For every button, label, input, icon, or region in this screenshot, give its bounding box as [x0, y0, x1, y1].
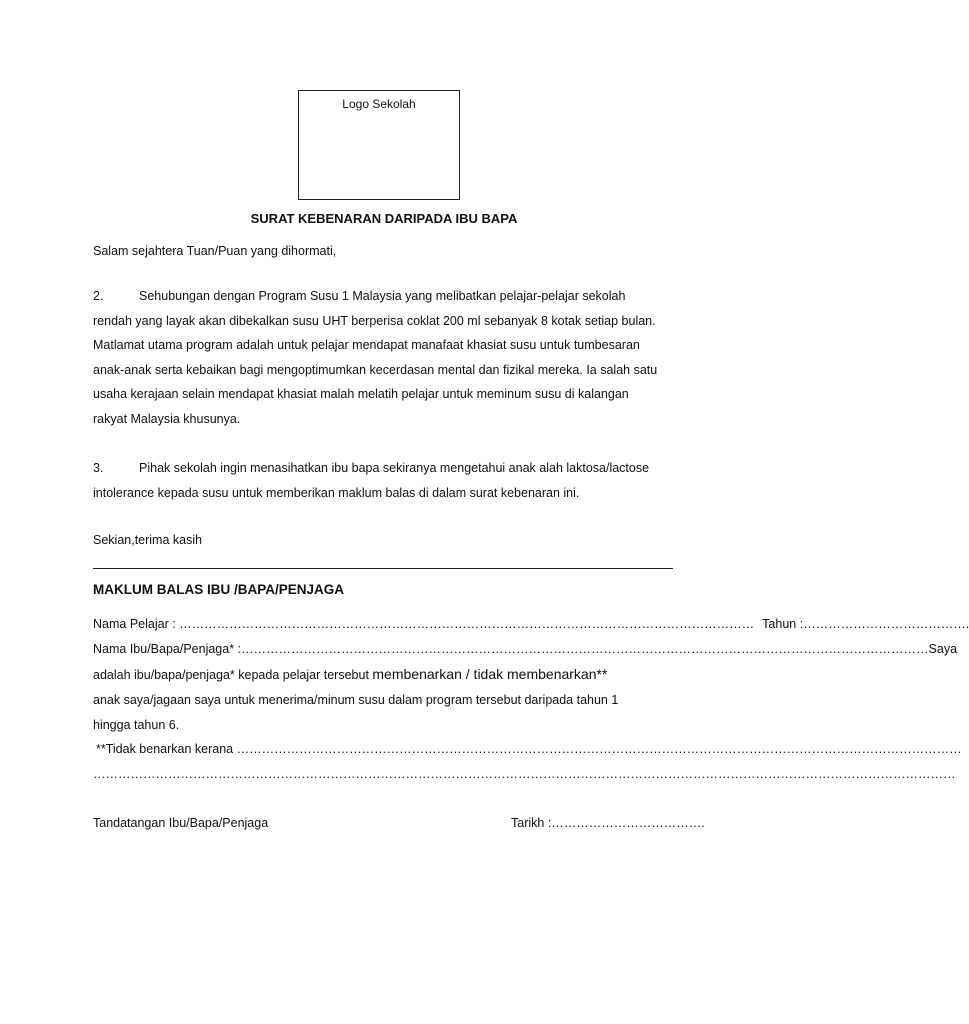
reason-continuation-row — [93, 767, 956, 781]
parent-name-row — [93, 642, 958, 656]
year-field[interactable]: …………………………………. — [803, 617, 969, 631]
para3-number: 3. — [93, 461, 104, 475]
declaration-line3: hingga tahun 6. — [93, 718, 180, 732]
closing: Sekian,terima kasih — [93, 533, 203, 547]
reason-field-continued[interactable]: ……………………………………………………………………………………………………………………………………………………………………………………… — [93, 767, 956, 781]
declaration-line2: anak saya/jagaan saya untuk menerima/minum susu dalam program tersebut daripada tahun 1 — [93, 693, 619, 707]
para2-line4: anak-anak serta kebaikan bagi mengoptimumkan kecerdasan mental dan fizikal mereka. Ia salah satu — [93, 363, 658, 377]
permission-choice[interactable]: membenarkan / tidak membenarkan** — [372, 666, 608, 682]
form-section-title: MAKLUM BALAS IBU /BAPA/PENJAGA — [93, 582, 345, 597]
logo-label: Logo Sekolah — [342, 97, 416, 111]
para2-line6: rakyat Malaysia khusunya. — [93, 412, 241, 426]
greeting: Salam sejahtera Tuan/Puan yang dihormati, — [93, 244, 337, 258]
student-name-row — [93, 617, 969, 631]
parent-name-label: Nama Ibu/Bapa/Penjaga* : — [93, 642, 242, 656]
declaration-line1 — [93, 666, 607, 682]
para2-line2: rendah yang layak akan dibekalkan susu UHT berperisa coklat 200 ml sebanyak 8 kotak setiap bulan. — [93, 314, 656, 328]
para2-line3: Matlamat utama program adalah untuk pelajar mendapat manafaat khasiat susu untuk tumbesaran — [93, 338, 640, 352]
reason-field[interactable]: ………………………………………………………………………………………………………………………………………………………… — [233, 742, 962, 756]
section-divider — [93, 568, 673, 569]
para2-line5: usaha kerajaan selain mendapat khasiat malah melatih pelajar untuk meminum susu di kalangan — [93, 387, 629, 401]
para3-line1: Pihak sekolah ingin menasihatkan ibu bapa sekiranya mengetahui anak alah laktosa/lactose — [139, 461, 650, 475]
date-label: Tarikh : — [511, 816, 552, 830]
student-name-field[interactable]: ………………………………………………………………………………………………………………………… — [175, 617, 755, 631]
school-logo-placeholder — [298, 90, 460, 200]
parent-name-field[interactable]: ………………………………………………………………………………………………………………………………………………… — [241, 642, 929, 656]
student-name-label: Nama Pelajar : — [93, 617, 176, 631]
para2-number: 2. — [93, 289, 104, 303]
saya-text: Saya — [928, 642, 958, 656]
date-field[interactable]: ………………………………. — [551, 816, 705, 830]
para2-line1: Sehubungan dengan Program Susu 1 Malaysia yang melibatkan pelajar-pelajar sekolah — [139, 289, 626, 303]
date-row — [511, 816, 705, 830]
signature-label: Tandatangan Ibu/Bapa/Penjaga — [93, 816, 269, 830]
declaration-line1-start: adalah ibu/bapa/penjaga* kepada pelajar tersebut — [93, 668, 373, 682]
para3-line2: intolerance kepada susu untuk memberikan maklum balas di dalam surat kebenaran ini. — [93, 486, 580, 500]
letter-title: SURAT KEBENARAN DARIPADA IBU BAPA — [250, 211, 518, 226]
reason-row — [96, 742, 962, 756]
reason-label: **Tidak benarkan kerana — [96, 742, 234, 756]
year-label: Tahun : — [762, 617, 804, 631]
